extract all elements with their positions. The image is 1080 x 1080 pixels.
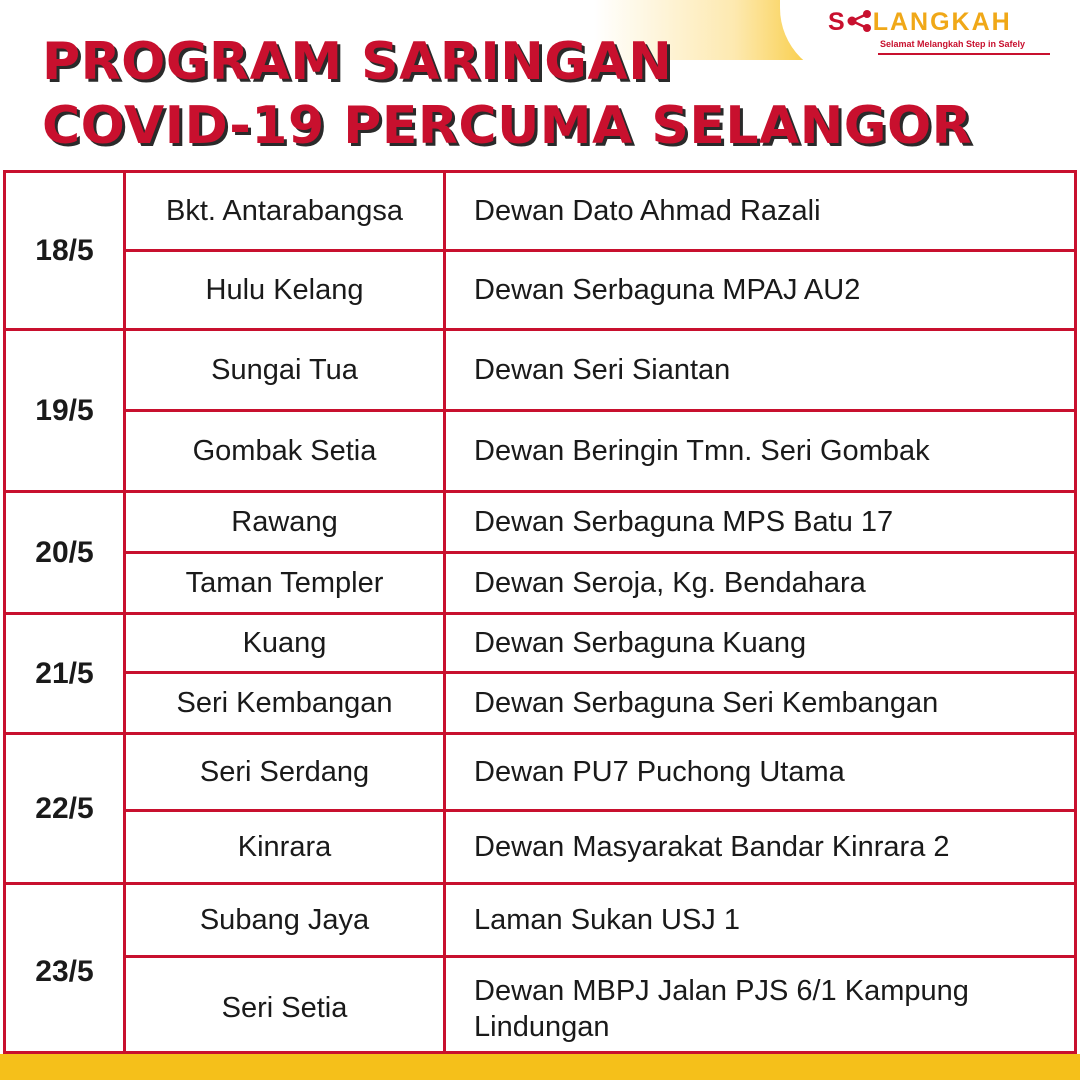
venue-cell: Laman Sukan USJ 1 (474, 904, 740, 936)
schedule-row (123, 735, 1074, 809)
schedule-row (123, 615, 1074, 671)
area-cell: Seri Serdang (126, 735, 446, 809)
area-cell: Hulu Kelang (126, 252, 446, 328)
share-nodes-icon (847, 10, 873, 32)
schedule-row (123, 412, 1074, 490)
venue-cell: Dewan Beringin Tmn. Seri Gombak (474, 435, 930, 467)
schedule-row (123, 252, 1074, 328)
title-line-1: PROGRAM SARINGAN (42, 32, 673, 92)
venue-cell: Dewan MBPJ Jalan PJS 6/1 Kampung Lindungan (474, 974, 969, 1043)
venue-cell: Dewan Serbaguna MPAJ AU2 (474, 274, 861, 306)
day-block (6, 885, 1074, 1059)
area-cell: Seri Setia (126, 958, 446, 1059)
date-cell: 23/5 (35, 955, 94, 988)
schedule-row (123, 885, 1074, 955)
title-line-2: COVID-19 PERCUMA SELANGOR (42, 96, 973, 156)
day-block (6, 173, 1074, 328)
schedule-row (123, 331, 1074, 409)
date-cell: 18/5 (35, 233, 94, 267)
schedule-row (123, 674, 1074, 732)
venue-cell: Dewan Seroja, Kg. Bendahara (474, 567, 866, 599)
day-block (6, 735, 1074, 882)
venue-cell: Dewan Serbaguna MPS Batu 17 (474, 506, 894, 538)
area-cell: Kinrara (126, 812, 446, 882)
date-cell: 19/5 (35, 393, 94, 427)
bottom-yellow-band (0, 1054, 1080, 1080)
area-cell: Sungai Tua (126, 331, 446, 409)
schedule-row (123, 554, 1074, 612)
area-cell: Taman Templer (126, 554, 446, 612)
schedule-row (123, 493, 1074, 551)
logo-word: LANGKAH (872, 8, 1012, 36)
venue-cell: Dewan PU7 Puchong Utama (474, 756, 845, 788)
schedule-row (123, 958, 1074, 1059)
area-cell: Rawang (126, 493, 446, 551)
venue-cell: Dewan Seri Siantan (474, 354, 731, 386)
page-title (42, 30, 972, 158)
schedule-row (123, 173, 1074, 249)
schedule-table (3, 170, 1077, 1054)
day-block (6, 493, 1074, 612)
schedule-row (123, 812, 1074, 882)
logo-prefix: S (828, 8, 847, 36)
logo-tagline: Selamat Melangkah Step in Safely (880, 39, 1026, 49)
area-cell: Gombak Setia (126, 412, 446, 490)
area-cell: Bkt. Antarabangsa (126, 173, 446, 249)
date-cell: 22/5 (35, 791, 94, 825)
venue-cell: Dewan Masyarakat Bandar Kinrara 2 (474, 831, 950, 863)
day-block (6, 331, 1074, 490)
area-cell: Seri Kembangan (126, 674, 446, 732)
day-block (6, 615, 1074, 732)
date-cell: 20/5 (35, 535, 94, 569)
venue-cell: Dewan Dato Ahmad Razali (474, 195, 821, 227)
area-cell: Subang Jaya (126, 885, 446, 955)
area-cell: Kuang (126, 615, 446, 671)
venue-cell: Dewan Serbaguna Kuang (474, 627, 807, 659)
venue-cell: Dewan Serbaguna Seri Kembangan (474, 687, 939, 719)
date-cell: 21/5 (35, 656, 94, 690)
